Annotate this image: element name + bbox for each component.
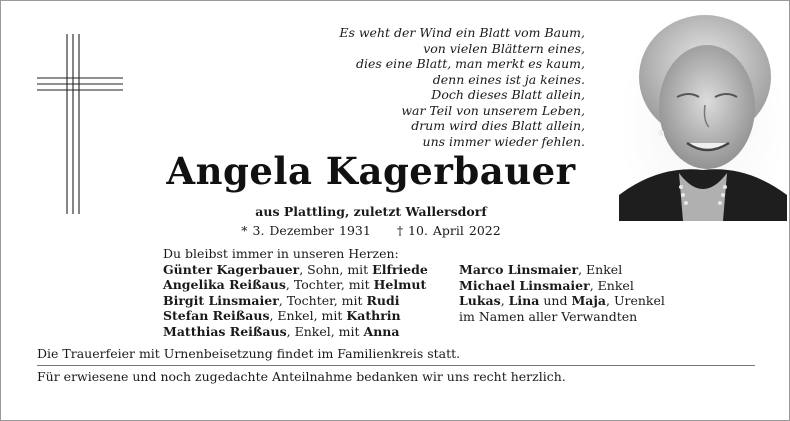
poem-line: Es weht der Wind ein Blatt vom Baum,: [339, 25, 585, 40]
mourner-partner: Helmut: [373, 277, 427, 293]
closing-line: im Namen aller Verwandten: [459, 308, 638, 324]
mourner-name: Lina: [508, 293, 540, 309]
mourner-entry: [459, 278, 665, 294]
mourners-right: [459, 262, 665, 324]
mourner-name: Lukas: [459, 293, 501, 309]
mourner-entry: [163, 277, 428, 293]
poem-line: denn eines ist ja keines.: [432, 71, 585, 87]
portrait-photo: [619, 5, 787, 221]
mourners-left: [163, 246, 428, 340]
separator: ,: [500, 293, 509, 309]
poem-line: Doch dieses Blatt allein,: [431, 87, 585, 102]
mourner-entry: [459, 262, 665, 278]
mourner-entry: [163, 293, 428, 309]
mourner-name: Birgit Linsmaier: [163, 292, 279, 308]
birth-date: * 3. Dezember 1931: [241, 223, 371, 238]
mourner-relation: , Urenkel: [606, 293, 665, 309]
divider: [37, 365, 755, 366]
thanks-note: Für erwiesene und noch zugedachte Anteilnahme bedanken wir uns recht herzlich.: [37, 369, 566, 384]
mourner-relation: , Enkel, mit: [286, 323, 364, 339]
deceased-name: Angela Kagerbauer: [166, 149, 576, 193]
mourner-partner: Anna: [363, 323, 400, 339]
mourner-relation: , Tochter, mit: [285, 277, 374, 293]
mourner-partner: Elfriede: [372, 261, 428, 277]
mourner-relation: , Enkel: [589, 277, 634, 293]
mourner-partner: Rudi: [366, 292, 400, 308]
poem-line: von vielen Blättern eines,: [423, 40, 585, 56]
mourner-relation: , Enkel: [578, 262, 623, 277]
poem-line: war Teil von unserem Leben,: [401, 102, 585, 118]
intro-text: Du bleibst immer in unseren Herzen:: [163, 246, 399, 261]
mourner-entry: [163, 308, 428, 324]
mourner-relation: , Sohn, mit: [299, 261, 373, 277]
poem-line: uns immer wieder fehlen.: [422, 133, 585, 149]
deceased-origin: aus Plattling, zuletzt Wallersdorf: [255, 204, 487, 219]
poem: [285, 25, 585, 149]
mourner-partner: Kathrin: [346, 308, 401, 324]
mourner-entry: [459, 293, 665, 309]
death-date: † 10. April 2022: [396, 223, 501, 238]
cross-icon: [37, 34, 127, 214]
mourner-name: Marco Linsmaier: [459, 262, 579, 277]
mourner-name: Maja: [571, 293, 606, 309]
poem-line: drum wird dies Blatt allein,: [411, 118, 585, 133]
life-dates: [171, 223, 571, 238]
mourner-name: Matthias Reißaus: [163, 323, 287, 339]
mourner-relation: , Enkel, mit: [269, 308, 347, 324]
mourner-name: Günter Kagerbauer: [163, 261, 300, 277]
mourner-relation: , Tochter, mit: [278, 292, 367, 308]
mourner-name: Michael Linsmaier: [459, 277, 590, 293]
funeral-note: Die Trauerfeier mit Urnenbeisetzung findet im Familienkreis statt.: [37, 346, 461, 361]
mourner-name: Angelika Reißaus: [163, 277, 286, 293]
mourner-entry: [163, 324, 428, 340]
separator: und: [539, 293, 572, 309]
mourner-entry: [163, 262, 428, 278]
poem-line: dies eine Blatt, man merkt es kaum,: [355, 56, 585, 71]
mourner-name: Stefan Reißaus: [163, 308, 270, 324]
